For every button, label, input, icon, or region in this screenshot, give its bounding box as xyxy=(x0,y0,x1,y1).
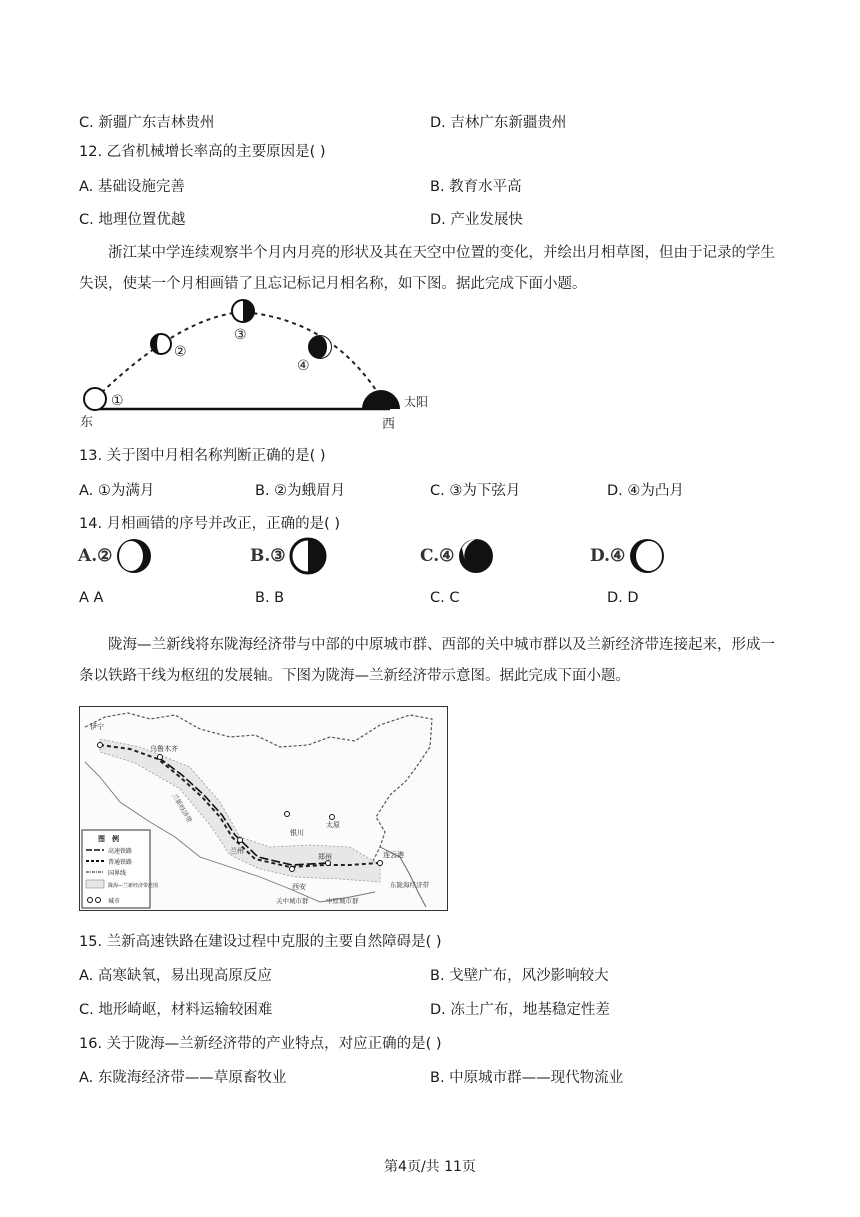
region-label-guanzhong: 关中城市群 xyxy=(276,897,309,905)
city-label: 兰州 xyxy=(230,847,244,855)
railway-map-svg xyxy=(80,707,447,910)
city-icon xyxy=(158,755,163,760)
page-footer: 第4页/共 11页 xyxy=(384,1159,476,1175)
region-label-lanxin: 兰新经济带 xyxy=(170,792,194,825)
q14-option-a: A A xyxy=(79,590,104,606)
q11-option-d: D. 吉林广东新疆贵州 xyxy=(430,115,567,131)
city-icon xyxy=(326,861,331,866)
city-label: 连云港 xyxy=(383,851,404,859)
q13-option-a: A. ①为满月 xyxy=(79,483,155,499)
city-icon xyxy=(285,812,290,817)
city-label: 西安 xyxy=(292,883,306,891)
q13-option-c: C. ③为下弦月 xyxy=(430,483,521,499)
city-icon xyxy=(238,838,243,843)
q15-option-a: A. 高寒缺氧，易出现高原反应 xyxy=(79,968,272,984)
city-label: 郑州 xyxy=(318,853,332,861)
q15-option-d: D. 冻土广布，地基稳定性差 xyxy=(430,1002,610,1018)
q14-image-c-label: C.④ xyxy=(420,546,455,566)
city-label: 太原 xyxy=(326,821,340,829)
legend-item: 城市 xyxy=(108,898,121,905)
sun-label: 太阳 xyxy=(404,395,429,409)
west-label: 西 xyxy=(382,417,396,432)
q15-option-b: B. 戈壁广布，风沙影响较大 xyxy=(430,968,609,984)
marker-2: ② xyxy=(174,344,187,360)
moon-1-icon xyxy=(84,388,106,410)
q14-option-d: D. D xyxy=(607,590,639,606)
legend-item: 普通铁路 xyxy=(108,859,133,866)
q16-option-a: A. 东陇海经济带——草原畜牧业 xyxy=(79,1070,287,1086)
q14-image-a xyxy=(78,534,154,578)
legend-item: 国界线 xyxy=(108,870,127,877)
q12-option-c: C. 地理位置优越 xyxy=(79,212,186,228)
region-label-donglonghai: 东陇海经济带 xyxy=(390,881,429,889)
q14-option-b: B. B xyxy=(255,590,285,606)
sun-icon xyxy=(362,390,400,409)
q12-option-a: A. 基础设施完善 xyxy=(79,179,185,195)
moon-gibbous-right-icon xyxy=(114,536,154,576)
q14-image-d-label: D.④ xyxy=(590,546,626,566)
q14-image-d xyxy=(590,534,667,578)
legend-item: 陇海—兰新经济带范围 xyxy=(108,883,159,889)
moon-intro-paragraph: 浙江某中学连续观察半个月内月亮的形状及其在天空中位置的变化，并绘出月相草图，但由于记录的学生失误，使某一个月相画错了且忘记标记月相名称，如下图。据此完成下面小题。 xyxy=(79,245,775,292)
moon-path-arc xyxy=(96,312,378,398)
q12-option-b: B. 教育水平高 xyxy=(430,179,522,195)
moon-gibbous-left-icon xyxy=(627,536,667,576)
q14-image-a-label: A.② xyxy=(78,546,113,566)
q13-option-d: D. ④为凸月 xyxy=(607,483,684,499)
city-icon xyxy=(378,861,383,866)
q14-image-b xyxy=(250,534,328,578)
q15-option-c: C. 地形崎岖，材料运输较困难 xyxy=(79,1002,273,1018)
east-label: 东 xyxy=(80,415,94,430)
moon-crescent-icon xyxy=(456,536,496,576)
city-label: 银川 xyxy=(290,829,304,837)
q16-stem: 16. 关于陇海—兰新经济带的产业特点，对应正确的是( ) xyxy=(79,1036,442,1052)
region-label-zhongyuan: 中原城市群 xyxy=(326,897,359,905)
q11-option-c: C. 新疆广东吉林贵州 xyxy=(79,115,215,131)
city-label: 乌鲁木齐 xyxy=(150,745,178,753)
q14-option-c: C. C xyxy=(430,590,460,606)
railway-intro-paragraph: 陇海—兰新线将东陇海经济带与中部的中原城市群、西部的关中城市群以及兰新经济带连接起来，形成一条以铁路干线为枢纽的发展轴。下图为陇海—兰新经济带示意图。据此完成下面小题。 xyxy=(79,637,775,684)
city-icon xyxy=(98,743,103,748)
moon-phase-diagram xyxy=(78,298,438,433)
legend-title: 图 例 xyxy=(98,835,119,843)
q14-image-c xyxy=(420,534,496,578)
q13-stem: 13. 关于图中月相名称判断正确的是( ) xyxy=(79,448,326,464)
q16-option-b: B. 中原城市群——现代物流业 xyxy=(430,1070,624,1086)
q14-image-b-label: B.③ xyxy=(250,546,286,566)
railway-map xyxy=(79,706,448,911)
q12-option-d: D. 产业发展快 xyxy=(430,212,523,228)
city-icon xyxy=(290,867,295,872)
q13-option-b: B. ②为蛾眉月 xyxy=(255,483,346,499)
q15-stem: 15. 兰新高速铁路在建设过程中克服的主要自然障碍是( ) xyxy=(79,934,442,950)
city-icon xyxy=(330,815,335,820)
moon-half-icon xyxy=(288,536,328,576)
q14-stem: 14. 月相画错的序号并改正，正确的是( ) xyxy=(79,516,341,532)
q12-stem: 12. 乙省机械增长率高的主要原因是( ) xyxy=(79,144,326,160)
marker-3: ③ xyxy=(234,327,247,343)
city-label: 伊宁 xyxy=(90,723,104,731)
legend-item: 高速铁路 xyxy=(108,848,133,855)
marker-4: ④ xyxy=(297,358,310,374)
marker-1: ① xyxy=(111,393,124,409)
